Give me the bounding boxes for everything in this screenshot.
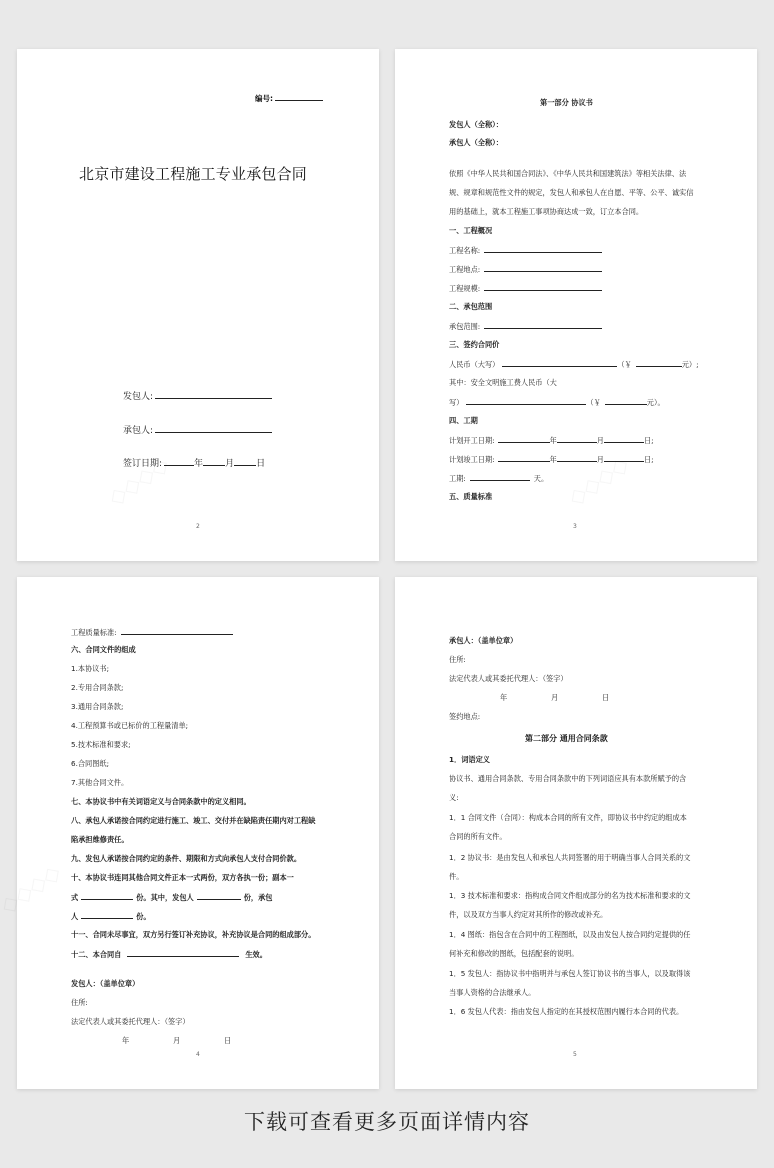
doc-item: 4.工程预算书或已标价的工程量清单; [71, 721, 189, 730]
sign-place: 签约地点: [449, 712, 481, 721]
project-scale-line: 工程规模: [449, 283, 602, 293]
section-11: 十一、合同未尽事宜，双方另行签订补充协议，补充协议是合同的组成部分。 [71, 930, 316, 939]
section-3-heading: 三、签约合同价 [449, 340, 500, 349]
contract-price-line: 人民币（大写） （￥ 元）; [449, 360, 699, 369]
employer-full-name: 发包人（全称）： [449, 120, 503, 129]
definitions-heading: 1．词语定义 [449, 755, 490, 764]
section-10-line-3: 人 份。 [71, 912, 151, 921]
contractor-full-name: 承包人（全称）： [449, 138, 503, 147]
employer-seal: 发包人：（盖单位章） [71, 979, 140, 988]
definitions-intro-1: 协议书、通用合同条款、专用合同条款中的下列词语应具有本款所赋予的含 [449, 774, 687, 783]
section-4-heading: 四、工期 [449, 416, 478, 425]
project-site-line: 工程地点: [449, 264, 602, 274]
page-number: 3 [573, 523, 577, 530]
section-12: 十二、本合同自 生效。 [71, 950, 267, 959]
contractor-seal: 承包人：（盖单位章） [449, 636, 518, 645]
doc-item: 3.通用合同条款; [71, 702, 124, 711]
clause-1-2-line-2: 件。 [449, 872, 464, 881]
quality-standard-line: 工程质量标准: [71, 627, 233, 637]
intro-line-1: 依照《中华人民共和国合同法》、《中华人民共和国建筑法》等相关法律、法 [449, 169, 687, 178]
doc-item: 6.合同图纸; [71, 759, 110, 768]
clause-1-4-line-1: 1．4 图纸：指包含在合同中的工程图纸，以及由发包人按合同约定提供的任 [449, 930, 691, 939]
clause-1-5-line-1: 1．5 发包人：指协议书中指明并与承包人签订协议书的当事人，以及取得该 [449, 969, 691, 978]
section-10-line-1: 十、本协议书连同其他合同文件正本一式两份，双方各执一份；副本一 [71, 873, 294, 882]
intro-line-3: 用的基础上，就本工程施工事项协商达成一致，订立本合同。 [449, 207, 644, 216]
duration-line: 工期: 天。 [449, 474, 549, 483]
contract-title: 北京市建设工程施工专业承包合同 [79, 165, 308, 183]
contract-number-label: 编号: [255, 93, 323, 104]
doc-item: 1.本协议书; [71, 664, 110, 673]
contractor-rep: 法定代表人或其委托代理人：（签字） [449, 674, 568, 683]
general-terms-heading: 第二部分 通用合同条款 [525, 734, 608, 743]
clause-1-3-line-2: 件，以及双方当事人约定对其所作的修改或补充。 [449, 910, 608, 919]
employer-address: 住所: [71, 998, 88, 1007]
clause-1-5-line-2: 当事人资格的合法继承人。 [449, 988, 536, 997]
agreement-heading: 第一部分 协议书 [540, 98, 593, 107]
safety-fee-line-2: 写） （￥ 元）。 [449, 398, 665, 407]
page-number: 5 [573, 1051, 577, 1058]
employer-line: 发包人: [123, 389, 272, 402]
contractor-date-day: 日 [602, 693, 610, 702]
plan-start-line: 计划开工日期: 年 月 日; [449, 436, 654, 445]
document-page-2 [17, 49, 379, 561]
clause-1-4-line-2: 何补充和修改的图纸，包括配套的说明。 [449, 949, 579, 958]
contractor-date-year: 年 [500, 693, 508, 702]
clause-1-1-line-1: 1．1 合同文件（合同）：构成本合同的所有文件，即协议书中约定的组成本 [449, 813, 687, 822]
employer-rep: 法定代表人或其委托代理人：（签字） [71, 1017, 190, 1026]
plan-end-line: 计划竣工日期: 年 月 日; [449, 455, 654, 464]
project-name-line: 工程名称: [449, 245, 602, 255]
clause-1-2-line-1: 1．2 协议书：是由发包人和承包人共同签署的用于明确当事人合同关系的文 [449, 853, 691, 862]
document-page-4 [17, 577, 379, 1089]
watermark [0, 860, 66, 919]
section-10-line-2: 式 份。其中，发包人 份，承包 [71, 893, 273, 902]
employer-date-year: 年 [122, 1036, 130, 1045]
doc-item: 7.其他合同文件。 [71, 778, 129, 787]
intro-line-2: 规、规章和规范性文件的规定，发包人和承包人在自愿、平等、公平、诚实信 [449, 188, 694, 197]
doc-item: 5.技术标准和要求; [71, 740, 131, 749]
clause-1-3-line-1: 1．3 技术标准和要求：指构成合同文件组成部分的名为技术标准和要求的文 [449, 891, 691, 900]
section-9: 九、发包人承诺按合同约定的条件、期限和方式向承包人支付合同价款。 [71, 854, 302, 863]
contractor-line: 承包人: [123, 423, 272, 436]
section-8-line-2: 陷承担维修责任。 [71, 835, 129, 844]
scope-line: 承包范围: [449, 321, 602, 331]
section-1-heading: 一、工程概况 [449, 226, 493, 235]
contractor-date-month: 月 [551, 693, 559, 702]
page-number: 4 [196, 1051, 200, 1058]
page-number: 2 [196, 523, 200, 530]
document-page-3 [395, 49, 757, 561]
download-caption: 下载可查看更多页面详情内容 [244, 1110, 530, 1134]
employer-date-month: 月 [173, 1036, 181, 1045]
section-7: 七、本协议书中有关词语定义与合同条款中的定义相同。 [71, 797, 251, 806]
section-6-heading: 六、合同文件的组成 [71, 645, 136, 654]
section-8-line-1: 八、承包人承诺按合同约定进行施工、竣工、交付并在缺陷责任期内对工程缺 [71, 816, 316, 825]
doc-item: 2.专用合同条款; [71, 683, 124, 692]
definitions-intro-2: 义: [449, 793, 459, 802]
section-5-heading: 五、质量标准 [449, 492, 493, 501]
clause-1-6: 1．6 发包人代表：指由发包人指定的在其授权范围内履行本合同的代表。 [449, 1007, 684, 1016]
section-2-heading: 二、承包范围 [449, 302, 493, 311]
document-page-5 [395, 577, 757, 1089]
contractor-address: 住所: [449, 655, 466, 664]
clause-1-1-line-2: 合同的所有文件。 [449, 832, 507, 841]
safety-fee-line-1: 其中：安全文明施工费人民币（大 [449, 378, 557, 387]
sign-date-line: 签订日期: 年 月 日 [123, 459, 266, 469]
employer-date-day: 日 [224, 1036, 232, 1045]
